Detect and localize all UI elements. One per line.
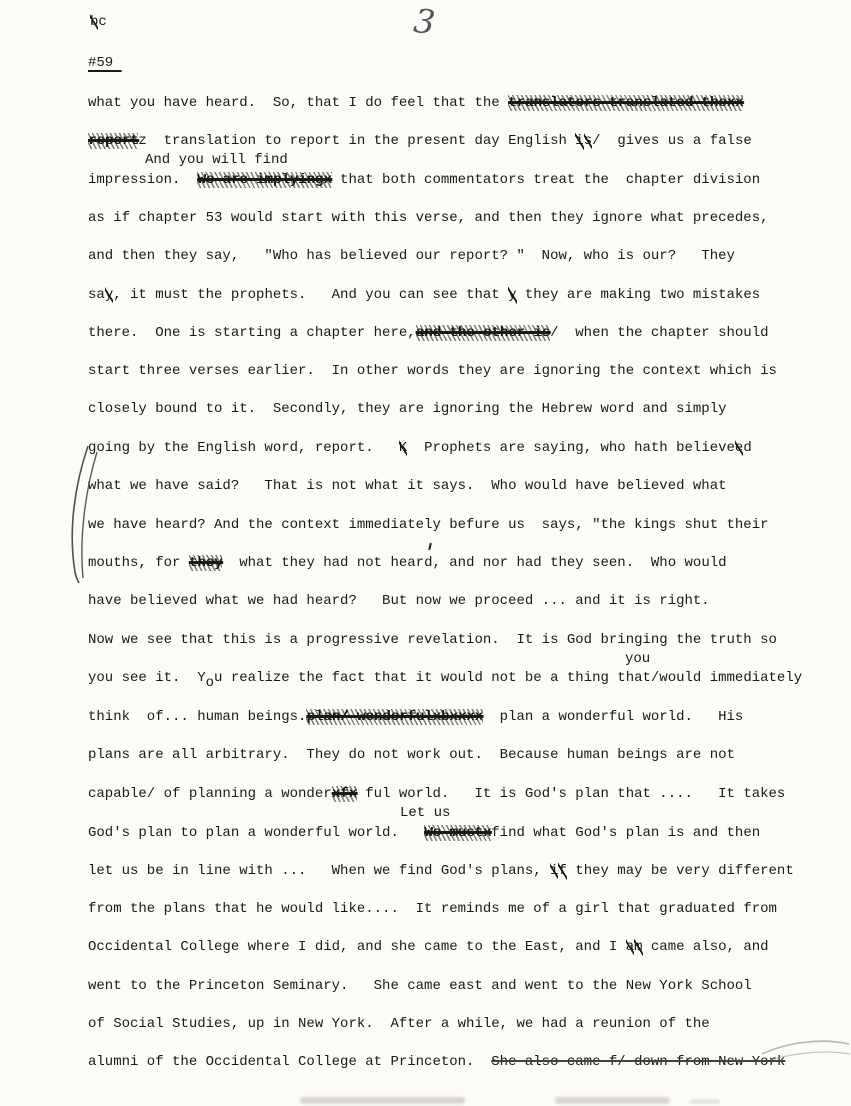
text-line [88, 593, 710, 610]
text-segment: you [625, 651, 651, 667]
text-segment: that both commentators treat the chapter division [331, 172, 761, 188]
text-segment: what we have said? That is not what it says. Who would have believed what [88, 478, 727, 494]
text-segment: we have heard? And the context immediately befure us says, "the kings shut their [88, 517, 769, 533]
text-line [88, 555, 727, 572]
text-line [88, 825, 760, 842]
text-segment: u realize the fact that it would not be a thing that/would immediately [214, 670, 803, 686]
text-segment: impression. [88, 172, 198, 188]
text-line [88, 1054, 785, 1071]
text-line [88, 978, 752, 995]
text-segment: God's plan to plan a wonderful world. [88, 825, 425, 841]
inserted-line [400, 805, 450, 822]
text-segment: came also, and [642, 939, 769, 955]
text-line [88, 517, 769, 534]
text-segment: there. One is starting a chapter here, [88, 325, 416, 341]
text-segment: And you will find [145, 152, 288, 168]
text-segment: went to the Princeton Seminary. She came east and went to the New York School [88, 978, 752, 994]
text-line [88, 939, 769, 956]
text-line [88, 786, 785, 803]
text-segment: report [88, 133, 139, 149]
text-segment: plan/ wonderfulxbxxxx [306, 709, 483, 725]
text-line [88, 325, 769, 342]
inserted-line [145, 152, 288, 169]
text-segment: xfx [331, 786, 357, 802]
text-segment: z translation to report in the present day English [138, 133, 576, 149]
text-segment: We are implyingx [197, 172, 332, 188]
text-segment: capable/ of planning a wonder [88, 786, 332, 802]
section-number [88, 55, 122, 72]
text-segment: what you have heard. So, that I do feel that the [88, 95, 509, 111]
text-segment: have believed what we had heard? But now we proceed ... and it is right. [88, 593, 710, 609]
text-line [88, 172, 760, 189]
text-segment: We mustx [424, 825, 492, 841]
text-line [88, 747, 735, 764]
text-segment: Prophets are saying, who hath believe [407, 440, 735, 456]
text-segment: let us be in line with ... When we find God's plans, [88, 863, 551, 879]
text-segment: K [398, 440, 408, 456]
text-line [88, 440, 752, 457]
text-segment: e [734, 440, 744, 456]
text-line [88, 478, 727, 495]
text-segment: / [592, 133, 601, 149]
text-segment: ful world. It is God's plan that .... It takes [356, 786, 786, 802]
handwritten-page-number: 3 [411, 0, 438, 43]
text-segment: mouths, for [88, 555, 189, 571]
bottom-smudge [555, 1097, 670, 1104]
text-segment: c [98, 14, 107, 30]
text-segment: y [104, 287, 114, 303]
text-segment: , it must the prophets. And you can see that [113, 287, 509, 303]
text-segment: Occidental College where I did, and she came to the East, and I [88, 939, 626, 955]
text-segment: She also came f/ down from New York [491, 1054, 786, 1070]
text-segment: as if chapter 53 would start with this verse, and then they ignore what precedes, [88, 210, 769, 226]
text-line [88, 95, 743, 112]
text-segment: plan a wonderful world. His [482, 709, 744, 725]
text-segment: they may be very different [566, 863, 794, 879]
text-segment: i [550, 863, 559, 879]
text-line [88, 210, 769, 227]
text-segment: alumni of the Occidental College at Princeton. [88, 1054, 492, 1070]
text-line [88, 248, 735, 265]
text-segment: and then they say, "Who has believed our report? " Now, who is our? They [88, 248, 735, 264]
text-segment: m [634, 939, 643, 955]
text-segment: b [90, 14, 99, 30]
text-segment: plans are all arbitrary. They do not work out. Because human beings are not [88, 747, 735, 763]
text-line [88, 287, 760, 304]
text-segment: translators translated thexx [508, 95, 744, 111]
text-segment: a [625, 939, 635, 955]
text-segment: start three verses earlier. In other words they are ignoring the context which is [88, 363, 777, 379]
text-segment: they [188, 555, 223, 571]
text-line [88, 863, 794, 880]
text-segment: and the other is [415, 325, 551, 341]
text-segment: Now we see that this is a progressive revelation. It is God bringing the truth so [88, 632, 777, 648]
text-segment: / when the chapter should [550, 325, 769, 341]
text-segment: d [743, 440, 752, 456]
text-segment: they are making two mistakes [516, 287, 761, 303]
text-segment: gives us a false [600, 133, 752, 149]
text-segment: f [558, 863, 567, 879]
text-line [88, 632, 777, 649]
inserted-line [625, 651, 650, 668]
text-segment: from the plans that he would like.... It reminds me of a girl that graduated from [88, 901, 777, 917]
text-segment: going by the English word, report. [88, 440, 399, 456]
stray-mark [428, 543, 432, 550]
text-line [88, 363, 777, 380]
header-code [90, 14, 107, 31]
text-line [88, 401, 727, 418]
text-line [88, 901, 777, 918]
text-segment: y [508, 287, 517, 303]
text-line [88, 709, 743, 726]
text-line [88, 1016, 710, 1033]
bottom-smudge [300, 1097, 465, 1104]
text-segment: of Social Studies, up in New York. After a while, we had a reunion of the [88, 1016, 710, 1032]
text-segment: sa [88, 287, 105, 303]
text-segment: find what God's plan is and then [491, 825, 761, 841]
text-line [88, 133, 752, 150]
text-segment: s [583, 133, 593, 149]
text-segment: think of... human beings. [88, 709, 307, 725]
text-segment: o [205, 675, 215, 691]
bottom-smudge [690, 1099, 720, 1104]
text-segment: Let us [400, 805, 451, 821]
text-segment: you see it. Y [88, 670, 206, 686]
text-segment: i [575, 133, 584, 149]
text-line [88, 670, 803, 691]
text-segment: closely bound to it. Secondly, they are ignoring the Hebrew word and simply [88, 401, 727, 417]
text-segment: what they had not heard, and nor had they seen. Who would [222, 555, 727, 571]
text-segment: #59 [88, 55, 122, 71]
